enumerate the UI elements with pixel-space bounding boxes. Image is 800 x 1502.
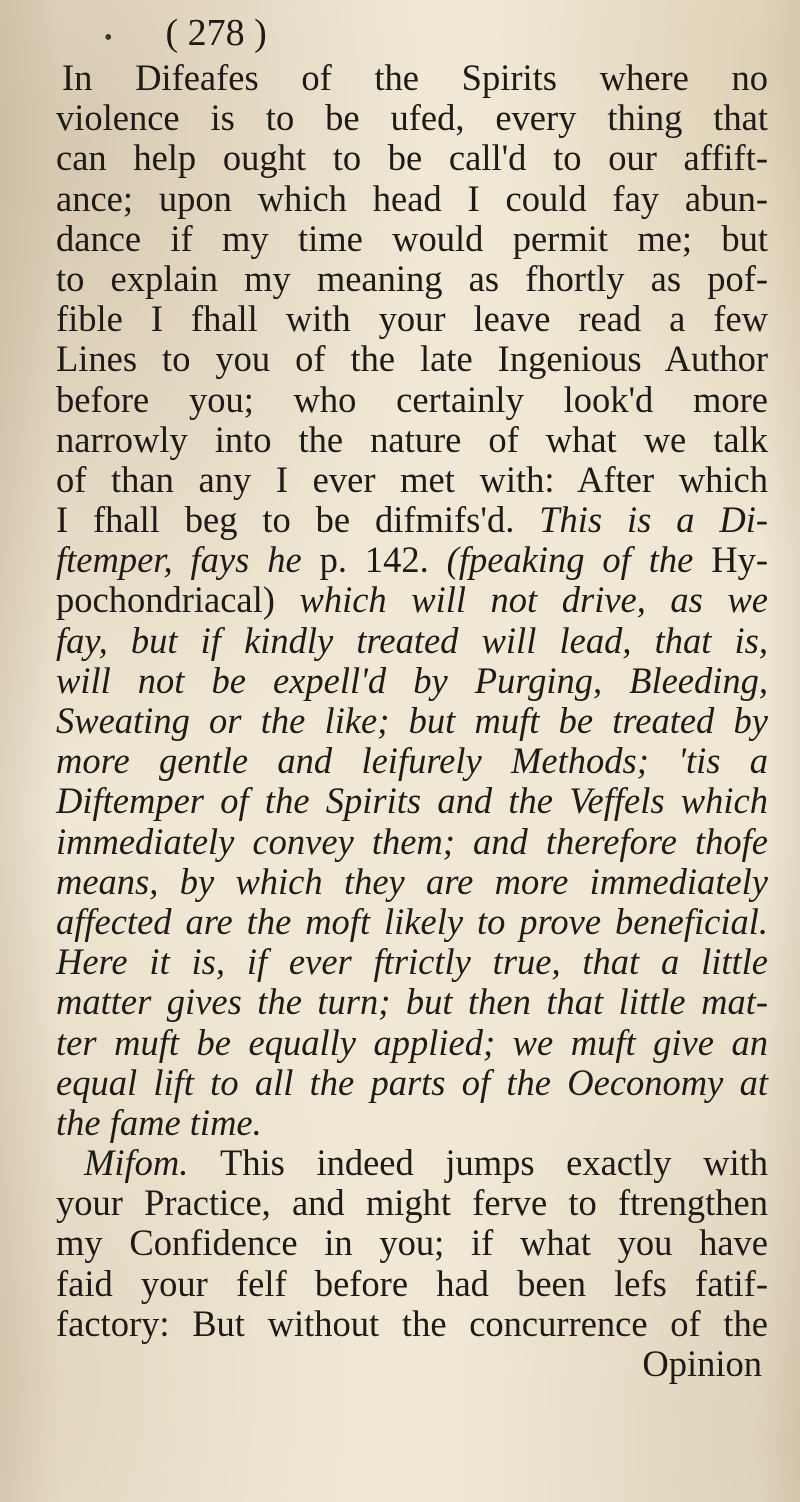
text-run: my Confidence in you; if what you have bbox=[56, 1222, 768, 1264]
text-line bbox=[56, 1023, 768, 1063]
text-run: to explain my meaning as fhortly as pof- bbox=[56, 257, 768, 299]
text-line bbox=[56, 982, 768, 1022]
text-line bbox=[56, 58, 768, 98]
text-line bbox=[56, 741, 768, 781]
text-line bbox=[56, 942, 768, 982]
text-line bbox=[56, 1103, 768, 1143]
text-run: matter gives the turn; but then that little mat- bbox=[56, 981, 768, 1023]
text-run: ter muft be equally applied; we muft give an bbox=[56, 1021, 768, 1063]
text-line bbox=[56, 380, 768, 420]
text-run: the fame time. bbox=[56, 1101, 262, 1143]
text-run: dance if my time would permit me; but bbox=[56, 217, 768, 259]
text-line bbox=[56, 701, 768, 741]
text-run: Mifom. bbox=[84, 1142, 220, 1184]
text-line bbox=[56, 179, 768, 219]
text-line bbox=[56, 580, 768, 620]
text-run: of than any I ever met with: After which bbox=[56, 458, 768, 500]
text-run: immediately convey them; and therefore thofe bbox=[56, 820, 768, 862]
text-run: means, by which they are more immediately bbox=[56, 860, 768, 902]
text-line bbox=[56, 621, 768, 661]
text-run: will not be expell'd by Purging, Bleeding, bbox=[56, 659, 768, 701]
text-line bbox=[56, 98, 768, 138]
page-text bbox=[56, 0, 768, 1384]
text-run: In Difeafes of the Spirits where no bbox=[62, 57, 768, 98]
text-run: ance; upon which head I could fay abun- bbox=[56, 177, 768, 219]
text-run: more gentle and leifurely Methods; 'tis a bbox=[56, 740, 768, 782]
text-run: This indeed jumps exactly with bbox=[220, 1142, 768, 1184]
text-line bbox=[56, 781, 768, 821]
text-line bbox=[56, 822, 768, 862]
page-marker: • bbox=[104, 25, 113, 51]
text-line bbox=[56, 299, 768, 339]
text-line bbox=[56, 420, 768, 460]
text-run: p. 142. bbox=[319, 539, 447, 581]
text-line bbox=[56, 1063, 768, 1103]
text-line bbox=[56, 339, 768, 379]
text-run: ftemper, fays he bbox=[56, 539, 320, 581]
text-run: This is a Di- bbox=[539, 499, 768, 541]
text-line bbox=[56, 1223, 768, 1263]
text-run: Opinion bbox=[642, 1343, 762, 1384]
text-run: before you; who certainly look'd more bbox=[56, 378, 768, 420]
text-line bbox=[56, 1304, 768, 1344]
text-line bbox=[56, 138, 768, 178]
text-line bbox=[56, 902, 768, 942]
text-run: fible I fhall with your leave read a few bbox=[56, 298, 768, 340]
text-run: Diftemper of the Spirits and the Veffels which bbox=[56, 780, 768, 822]
text-run: faid your felf before had been lefs fatif- bbox=[56, 1262, 768, 1304]
text-run: violence is to be ufed, every thing that bbox=[56, 97, 768, 139]
text-line bbox=[56, 1143, 768, 1183]
text-line bbox=[56, 259, 768, 299]
page-header bbox=[56, 0, 768, 58]
text-line bbox=[56, 500, 768, 540]
text-line bbox=[56, 661, 768, 701]
text-line bbox=[56, 540, 768, 580]
text-run: pochondriacal) bbox=[56, 579, 300, 621]
text-line bbox=[56, 1344, 768, 1384]
text-run: affected are the moft likely to prove beneficial. bbox=[56, 900, 768, 942]
text-run: Sweating or the like; but muft be treated by bbox=[56, 700, 768, 741]
text-line bbox=[56, 1183, 768, 1223]
text-run: factory: But without the concurrence of the bbox=[56, 1302, 768, 1344]
text-run: your Practice, and might ferve to ftrengthen bbox=[56, 1182, 768, 1224]
text-line bbox=[56, 862, 768, 902]
text-line bbox=[56, 219, 768, 259]
text-run: equal lift to all the parts of the Oeconomy at bbox=[56, 1061, 768, 1103]
text-line bbox=[56, 460, 768, 500]
text-run: I fhall beg to be difmifs'd. bbox=[56, 499, 540, 541]
text-run: (fpeaking of the bbox=[446, 539, 712, 581]
text-run: can help ought to be call'd to our affift- bbox=[56, 137, 768, 179]
text-run: Hy- bbox=[711, 539, 769, 581]
text-run: fay, but if kindly treated will lead, that is, bbox=[56, 619, 768, 661]
text-run: Lines to you of the late Ingenious Author bbox=[56, 338, 768, 380]
body-text bbox=[56, 58, 768, 1384]
page-number: ( 278 ) bbox=[165, 12, 267, 54]
text-line bbox=[56, 1264, 768, 1304]
text-run: which will not drive, as we bbox=[299, 579, 768, 621]
text-run: narrowly into the nature of what we talk bbox=[56, 418, 768, 460]
text-run: Here it is, if ever ftrictly true, that a little bbox=[56, 941, 768, 983]
